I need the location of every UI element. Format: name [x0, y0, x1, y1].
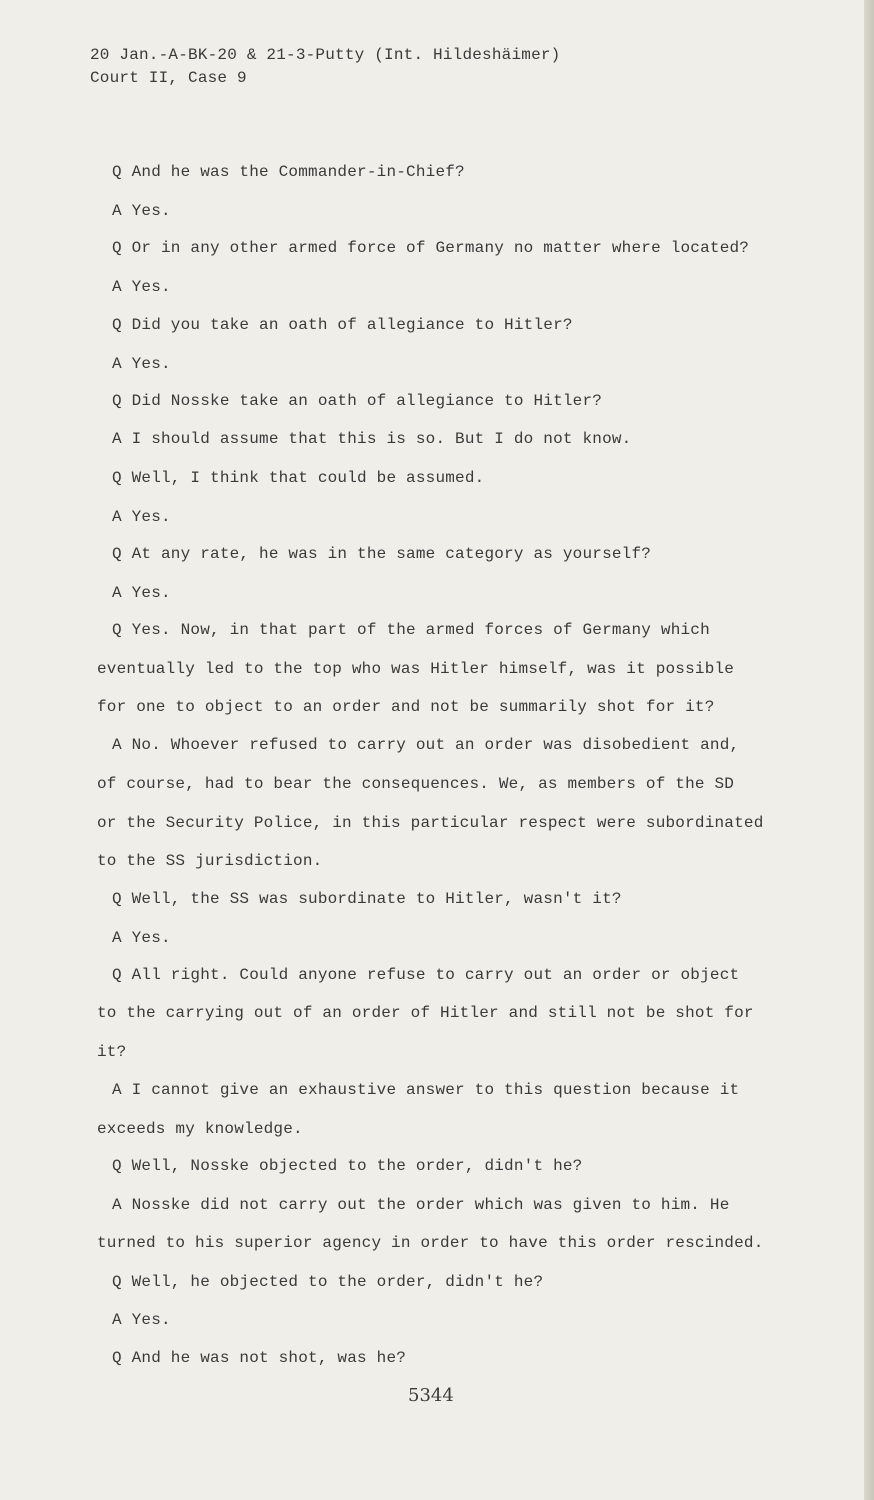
transcript-line: to the carrying out of an order of Hitler and still not be shot for — [97, 1004, 754, 1022]
transcript-line: Q Well, Nosske objected to the order, didn't he? — [112, 1157, 583, 1175]
transcript-line: eventually led to the top who was Hitler himself, was it possible — [97, 660, 735, 678]
transcript-line: A Yes. — [112, 1311, 171, 1329]
transcript-line: it? — [97, 1043, 127, 1061]
transcript-line: A Yes. — [112, 929, 171, 947]
transcript-line: A Yes. — [112, 508, 171, 526]
transcript-line: of course, had to bear the consequences. We, as members of the SD — [97, 775, 735, 793]
transcript-line: Q Or in any other armed force of Germany no matter where located? — [112, 239, 750, 257]
transcript-line: A I should assume that this is so. But I do not know. — [112, 430, 632, 448]
transcript-line: Q And he was the Commander-in-Chief? — [112, 163, 465, 181]
transcript-line: A No. Whoever refused to carry out an order was disobedient and, — [112, 736, 740, 754]
transcript-line: A Yes. — [112, 278, 171, 296]
page-edge — [864, 0, 874, 1500]
transcript-line: Q At any rate, he was in the same category as yourself? — [112, 545, 652, 563]
transcript-line: or the Security Police, in this particular respect were subordinated — [97, 814, 764, 832]
transcript-line: turned to his superior agency in order to have this order rescinded. — [97, 1234, 764, 1252]
transcript-line: A Yes. — [112, 355, 171, 373]
transcript-line: Q Well, he objected to the order, didn't he? — [112, 1273, 544, 1291]
transcript-line: A Yes. — [112, 202, 171, 220]
transcript-line: Q Did you take an oath of allegiance to Hitler? — [112, 316, 573, 334]
transcript-line: Q Well, the SS was subordinate to Hitler, wasn't it? — [112, 890, 622, 908]
transcript-line: Q And he was not shot, was he? — [112, 1349, 407, 1367]
transcript-line: Q All right. Could anyone refuse to carry out an order or object — [112, 966, 740, 984]
transcript-line: A I cannot give an exhaustive answer to this question because it — [112, 1081, 740, 1099]
header-line-2: Court II, Case 9 — [90, 69, 247, 87]
transcript-line: A Yes. — [112, 584, 171, 602]
transcript-line: exceeds my knowledge. — [97, 1120, 303, 1138]
header-line-1: 20 Jan.-A-BK-20 & 21-3-Putty (Int. Hildeshäimer) — [90, 46, 561, 64]
page-number: 5344 — [408, 1385, 454, 1406]
transcript-line: Q Well, I think that could be assumed. — [112, 469, 485, 487]
transcript-line: Q Yes. Now, in that part of the armed forces of Germany which — [112, 621, 710, 639]
transcript-line: for one to object to an order and not be summarily shot for it? — [97, 698, 715, 716]
transcript-line: to the SS jurisdiction. — [97, 852, 323, 870]
transcript-line: Q Did Nosske take an oath of allegiance to Hitler? — [112, 392, 603, 410]
transcript-line: A Nosske did not carry out the order which was given to him. He — [112, 1196, 730, 1214]
